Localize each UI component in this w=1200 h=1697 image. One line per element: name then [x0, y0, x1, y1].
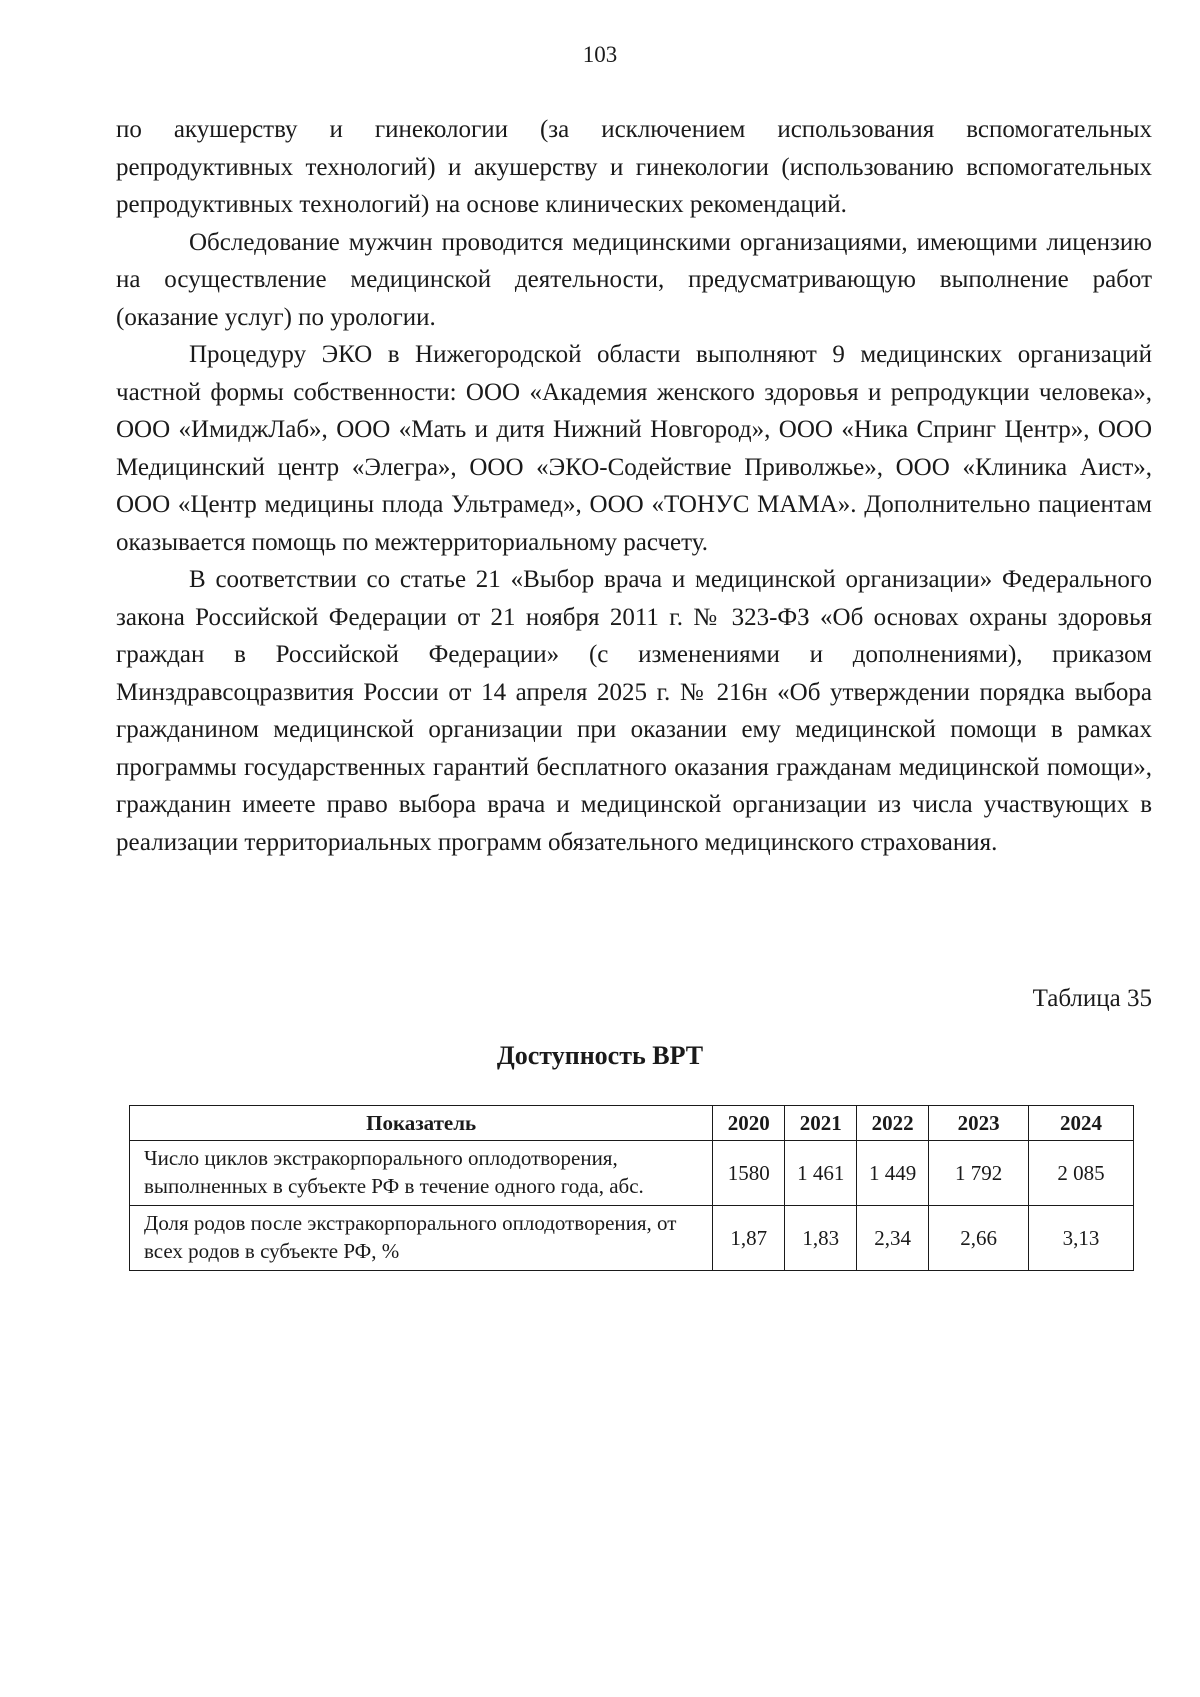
cell-value: 1 461	[785, 1141, 857, 1206]
vrt-availability-table	[129, 1105, 1134, 1271]
cell-value: 1 449	[857, 1141, 929, 1206]
table-row	[130, 1141, 1134, 1206]
header-indicator: Показатель	[130, 1106, 713, 1141]
table-label: Таблица 35	[1032, 985, 1152, 1012]
header-year-2023: 2023	[929, 1106, 1029, 1141]
header-year-2024: 2024	[1029, 1106, 1134, 1141]
paragraph-4: В соответствии со статье 21 «Выбор врача и медицинской организации» Федерального закона Российской Федерации от 21 ноября 2011 г. № 323-ФЗ «Об основах охраны здоровья граждан в Российской Федерации» (с изменениями и дополнениями), приказом Минздравсоцразвития России от 14 апреля 2025 г. № 216н «Об утверждении порядка выбора гражданином медицинской организации при оказании ему медицинской помощи в рамках программы государственных гарантий бесплатного оказания гражданам медицинской помощи», гражданин имеете право выбора врача и медицинской организации из числа участвующих в реализации территориальных программ обязательного медицинского страхования.	[116, 566, 1152, 856]
cell-value: 2,66	[929, 1206, 1029, 1271]
row-indicator: Число циклов экстракорпорального оплодотворения, выполненных в субъекте РФ в течение одного года, абс.	[130, 1141, 713, 1206]
header-year-2020: 2020	[713, 1106, 785, 1141]
cell-value: 1,87	[713, 1206, 785, 1271]
cell-value: 1 792	[929, 1141, 1029, 1206]
table-header-row	[130, 1106, 1134, 1141]
paragraph-3: Процедуру ЭКО в Нижегородской области выполняют 9 медицинских организаций частной формы собственности: ООО «Академия женского здоровья и репродукции человека», ООО «ИмиджЛаб», ООО «Мать и дитя Нижний Новгород», ООО «Ника Спринг Центр», ООО Медицинский центр «Элегра», ООО «ЭКО-Содействие Приволжье», ООО «Клиника Аист», ООО «Центр медицины плода Ультрамед», ООО «ТОНУС МАМА». Дополнительно пациентам оказывается помощь по межтерриториальному расчету.	[116, 341, 1152, 556]
header-year-2022: 2022	[857, 1106, 929, 1141]
page-number: 103	[582, 42, 618, 67]
cell-value: 2,34	[857, 1206, 929, 1271]
row-indicator: Доля родов после экстракорпорального оплодотворения, от всех родов в субъекте РФ, %	[130, 1206, 713, 1271]
cell-value: 2 085	[1029, 1141, 1134, 1206]
paragraph-1: по акушерству и гинекологии (за исключением использования вспомогательных репродуктивных технологий) и акушерству и гинекологии (использованию вспомогательных репродуктивных технологий) на основе клинических рекомендаций.	[116, 116, 1152, 218]
body-text	[116, 111, 1152, 861]
paragraph-2: Обследование мужчин проводится медицинскими организациями, имеющими лицензию на осуществление медицинской деятельности, предусматривающую выполнение работ (оказание услуг) по урологии.	[116, 228, 1152, 331]
table-title: Доступность ВРТ	[496, 1041, 704, 1070]
table-row	[130, 1206, 1134, 1271]
cell-value: 3,13	[1029, 1206, 1134, 1271]
cell-value: 1580	[713, 1141, 785, 1206]
header-year-2021: 2021	[785, 1106, 857, 1141]
cell-value: 1,83	[785, 1206, 857, 1271]
